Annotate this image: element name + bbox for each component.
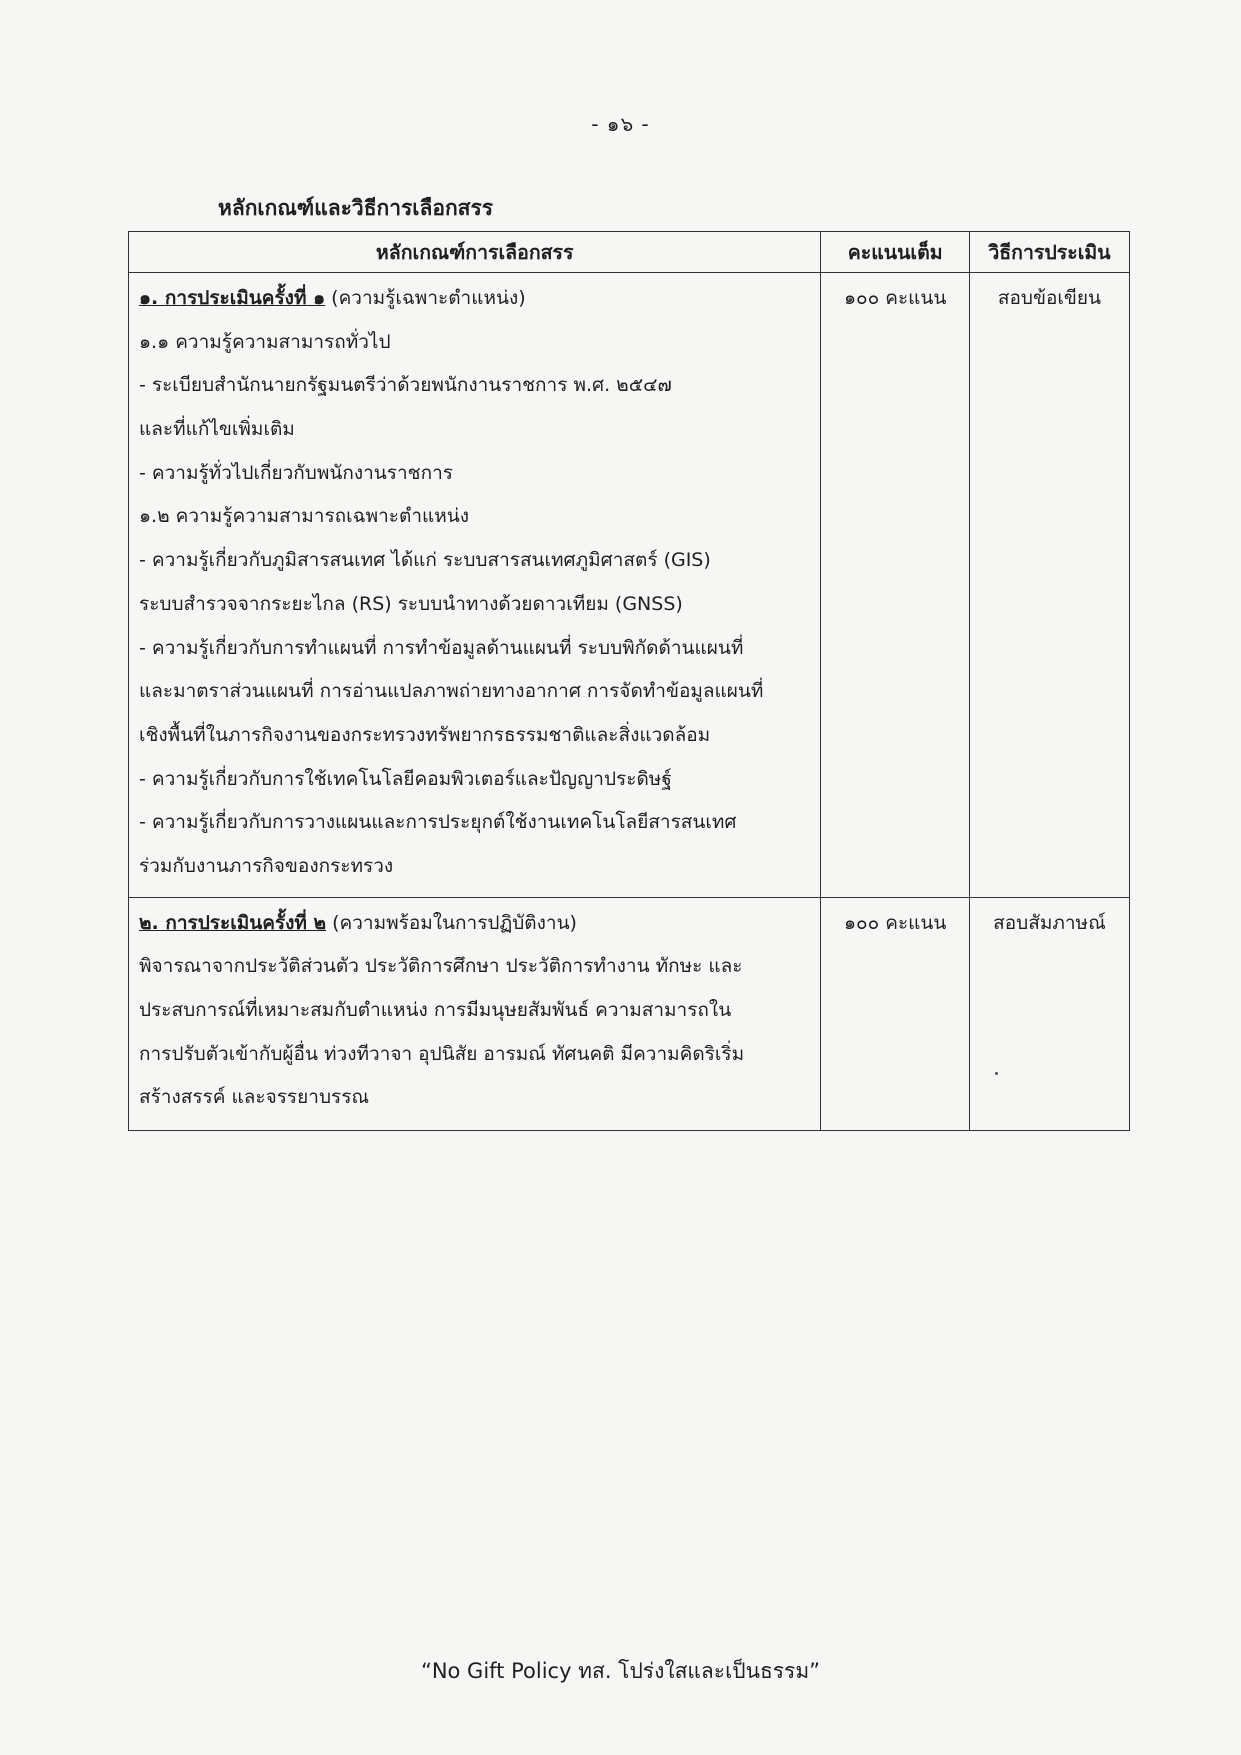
method-cell <box>969 897 1129 1130</box>
full-score-cell <box>821 897 969 1130</box>
criteria-line: - ความรู้ทั่วไปเกี่ยวกับพนักงานราชการ <box>139 461 453 484</box>
criteria-line: การปรับตัวเข้ากับผู้อื่น ท่วงทีวาจา อุปนิสัย อารมณ์ ทัศนคติ มีความคิดริเริ่ม <box>139 1042 745 1065</box>
header-criteria: หลักเกณฑ์การเลือกสรร <box>129 232 821 273</box>
full-score-cell <box>821 273 969 898</box>
page-number: - ๑๖ - <box>591 112 650 136</box>
criteria-line: และมาตราส่วนแผนที่ การอ่านแปลภาพถ่ายทางอากาศ การจัดทำข้อมูลแผนที่ <box>139 680 764 703</box>
criteria-line: ระบบสำรวจจากระยะไกล (RS) ระบบนำทางด้วยดาวเทียม (GNSS) <box>139 592 683 615</box>
method-value: สอบข้อเขียน <box>997 287 1101 309</box>
section-title: หลักเกณฑ์และวิธีการเลือกสรร <box>218 196 494 220</box>
criteria-cell <box>129 897 821 1130</box>
criteria-line: - ความรู้เกี่ยวกับภูมิสารสนเทศ ได้แก่ ระบบสารสนเทศภูมิศาสตร์ (GIS) <box>139 549 711 572</box>
criteria-line: เชิงพื้นที่ในภารกิจงานของกระทรวงทรัพยากรธรรมชาติและสิ่งแวดล้อม <box>139 723 711 746</box>
assessment-note: (ความรู้เฉพาะตำแหน่ง) <box>325 287 526 309</box>
full-score-value: ๑๐๐ คะแนน <box>843 911 947 934</box>
table-row <box>129 273 1130 898</box>
criteria-line: - ความรู้เกี่ยวกับการทำแผนที่ การทำข้อมูลด้านแผนที่ ระบบพิกัดด้านแผนที่ <box>139 636 744 659</box>
header-method: วิธีการประเมิน <box>969 232 1129 273</box>
footer-slogan: “No Gift Policy ทส. โปร่งใสและเป็นธรรม” <box>420 1659 821 1683</box>
assessment-note: (ความพร้อมในการปฏิบัติงาน) <box>326 911 577 934</box>
criteria-line: สร้างสรรค์ และจรรยาบรรณ <box>139 1086 370 1109</box>
table-header-row <box>129 232 1130 273</box>
full-score-value: ๑๐๐ คะแนน <box>843 287 947 309</box>
selection-criteria-table <box>128 231 1130 1131</box>
criteria-line: ๑.๒ ความรู้ความสามารถเฉพาะตำแหน่ง <box>139 505 470 528</box>
criteria-line: - ระเบียบสำนักนายกรัฐมนตรีว่าด้วยพนักงานราชการ พ.ศ. ๒๕๔๗ <box>139 374 672 397</box>
method-cell <box>969 273 1129 898</box>
criteria-cell <box>129 273 821 898</box>
criteria-heading <box>139 902 810 946</box>
criteria-line: ประสบการณ์ที่เหมาะสมกับตำแหน่ง การมีมนุษยสัมพันธ์ ความสามารถใน <box>139 999 732 1021</box>
assessment-title: ๒. การประเมินครั้งที่ ๒ <box>139 911 327 934</box>
assessment-title: ๑. การประเมินครั้งที่ ๑ <box>139 287 326 309</box>
criteria-line: ร่วมกับงานภารกิจของกระทรวง <box>139 854 394 877</box>
criteria-line: - ความรู้เกี่ยวกับการใช้เทคโนโลยีคอมพิวเตอร์และปัญญาประดิษฐ์ <box>139 767 672 790</box>
criteria-line: พิจารณาจากประวัติส่วนตัว ประวัติการศึกษา ประวัติการทำงาน ทักษะ และ <box>139 955 743 978</box>
criteria-line: - ความรู้เกี่ยวกับการวางแผนและการประยุกต์ใช้งานเทคโนโลยีสารสนเทศ <box>139 811 737 834</box>
method-value: สอบสัมภาษณ์ <box>993 911 1106 934</box>
header-full-score: คะแนนเต็ม <box>821 232 969 273</box>
scan-speck <box>995 1072 998 1075</box>
criteria-heading <box>139 277 810 321</box>
criteria-line: ๑.๑ ความรู้ความสามารถทั่วไป <box>139 330 391 353</box>
table-row <box>129 897 1130 1130</box>
criteria-line: และที่แก้ไขเพิ่มเติม <box>139 418 295 441</box>
